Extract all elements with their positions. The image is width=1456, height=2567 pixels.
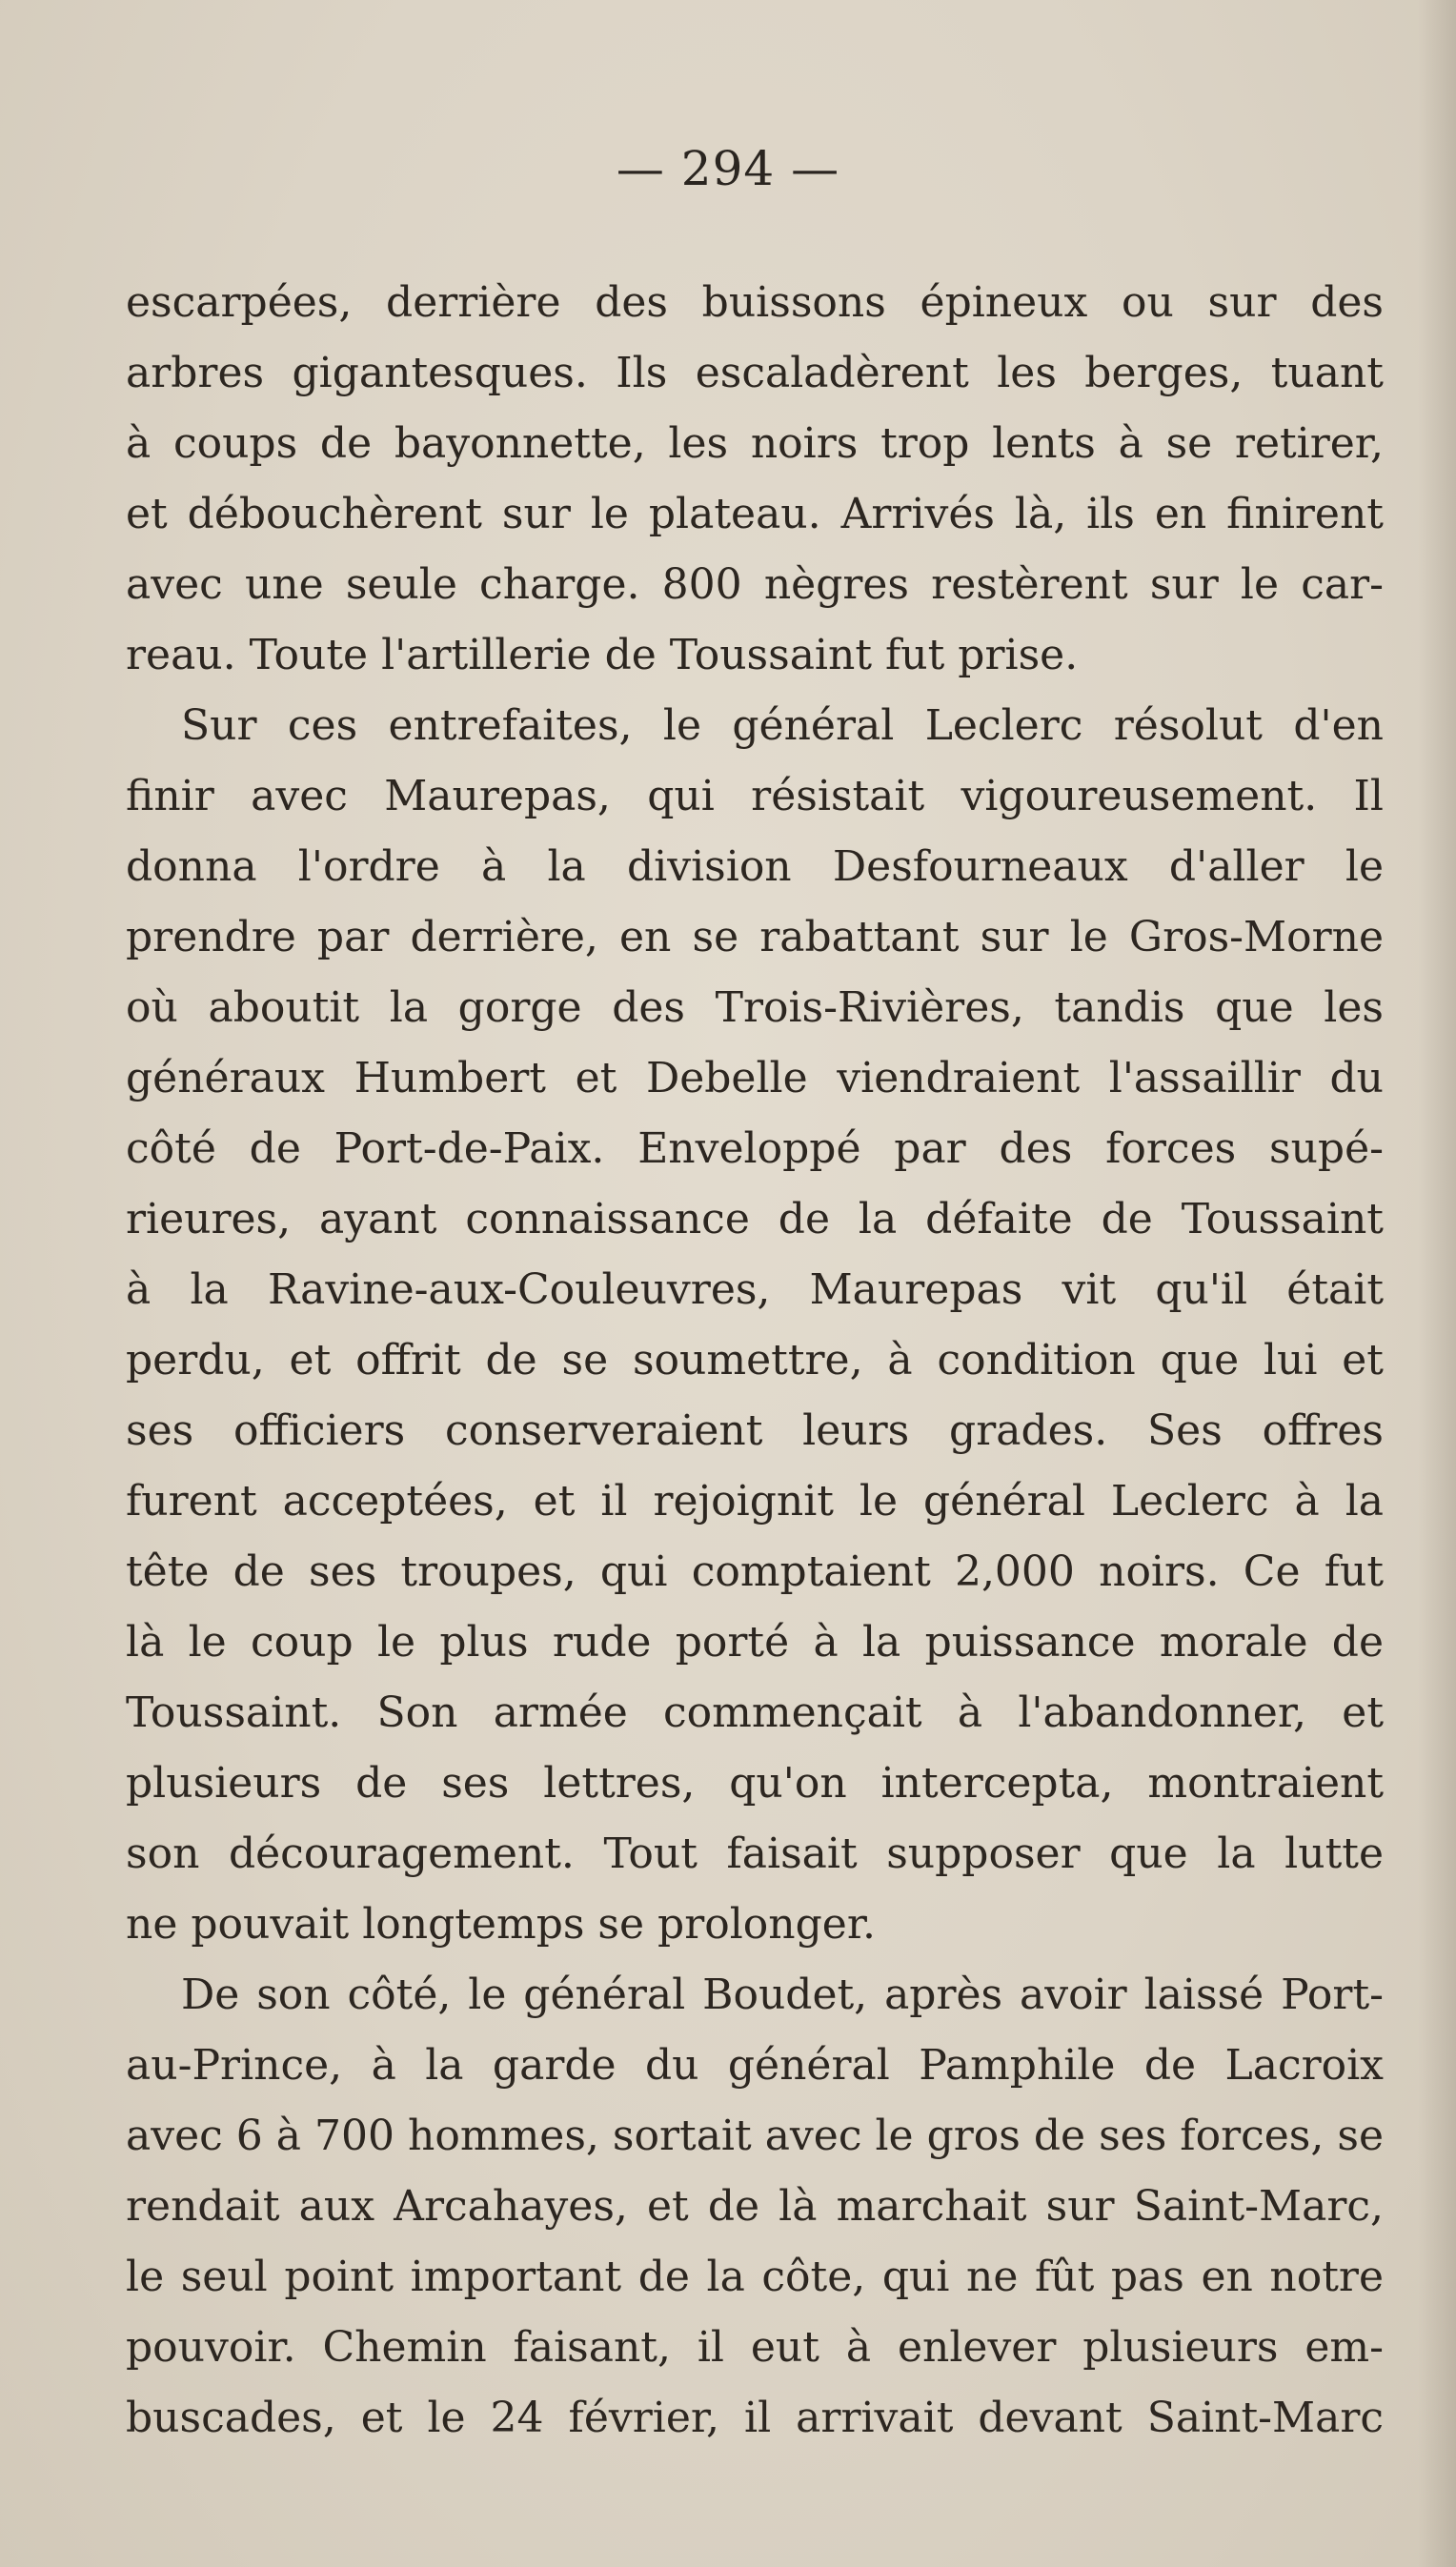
text-line: furent acceptées, et il rejoignit le général Leclerc à la [126, 1477, 1384, 1526]
text-line: perdu, et offrit de se soumettre, à condition que lui et [126, 1336, 1384, 1385]
text-line: donna l'ordre à la division Desfourneaux d'aller le [126, 842, 1384, 891]
text-line: prendre par derrière, en se rabattant sur le Gros-Morne [126, 913, 1384, 961]
page-number: — 294 — [616, 141, 840, 196]
text-line: De son côté, le général Boudet, après avoir laissé Port- [181, 1971, 1384, 2019]
text-line: rieures, ayant connaissance de la défaite de Toussaint [126, 1195, 1384, 1243]
text-line: rendait aux Arcahayes, et de là marchait sur Saint-Marc, [126, 2182, 1384, 2231]
text-line: côté de Port-de-Paix. Enveloppé par des forces supé- [126, 1124, 1384, 1173]
text-line: là le coup le plus rude porté à la puissance morale de [126, 1618, 1384, 1667]
text-line: pouvoir. Chemin faisant, il eut à enlever plusieurs em- [126, 2323, 1384, 2372]
text-line: Sur ces entrefaites, le général Leclerc résolut d'en [181, 701, 1384, 750]
text-line: à coups de bayonnette, les noirs trop lents à se retirer, [126, 419, 1384, 468]
text-line: avec 6 à 700 hommes, sortait avec le gros de ses forces, se [126, 2112, 1384, 2160]
text-line: généraux Humbert et Debelle viendraient l'assaillir du [126, 1054, 1384, 1102]
text-line: où aboutit la gorge des Trois-Rivières, tandis que les [126, 983, 1384, 1032]
text-line: arbres gigantesques. Ils escaladèrent les berges, tuant [126, 349, 1384, 397]
text-line: escarpées, derrière des buissons épineux ou sur des [126, 278, 1384, 327]
text-line: et débouchèrent sur le plateau. Arrivés là, ils en finirent [126, 490, 1384, 538]
text-line: plusieurs de ses lettres, qu'on intercepta, montraient [126, 1759, 1384, 1808]
text-line: buscades, et le 24 février, il arrivait devant Saint-Marc [126, 2394, 1384, 2442]
text-line: avec une seule charge. 800 nègres restèrent sur le car- [126, 560, 1384, 609]
text-line: tête de ses troupes, qui comptaient 2,000 noirs. Ce fut [126, 1547, 1384, 1596]
text-line: reau. Toute l'artillerie de Toussaint fut prise. [126, 631, 1079, 679]
text-line: finir avec Maurepas, qui résistait vigoureusement. Il [126, 772, 1384, 820]
text-line: ne pouvait longtemps se prolonger. [126, 1900, 877, 1949]
text-line: Toussaint. Son armée commençait à l'abandonner, et [126, 1688, 1384, 1737]
text-line: à la Ravine-aux-Couleuvres, Maurepas vit qu'il était [126, 1265, 1384, 1314]
text-line: son découragement. Tout faisait supposer que la lutte [126, 1829, 1384, 1878]
body-text [126, 268, 1384, 2454]
text-line: le seul point important de la côte, qui ne fût pas en notre [126, 2253, 1384, 2301]
text-line: ses officiers conserveraient leurs grades. Ses offres [126, 1406, 1384, 1455]
text-line: au-Prince, à la garde du général Pamphile de Lacroix [126, 2041, 1384, 2090]
